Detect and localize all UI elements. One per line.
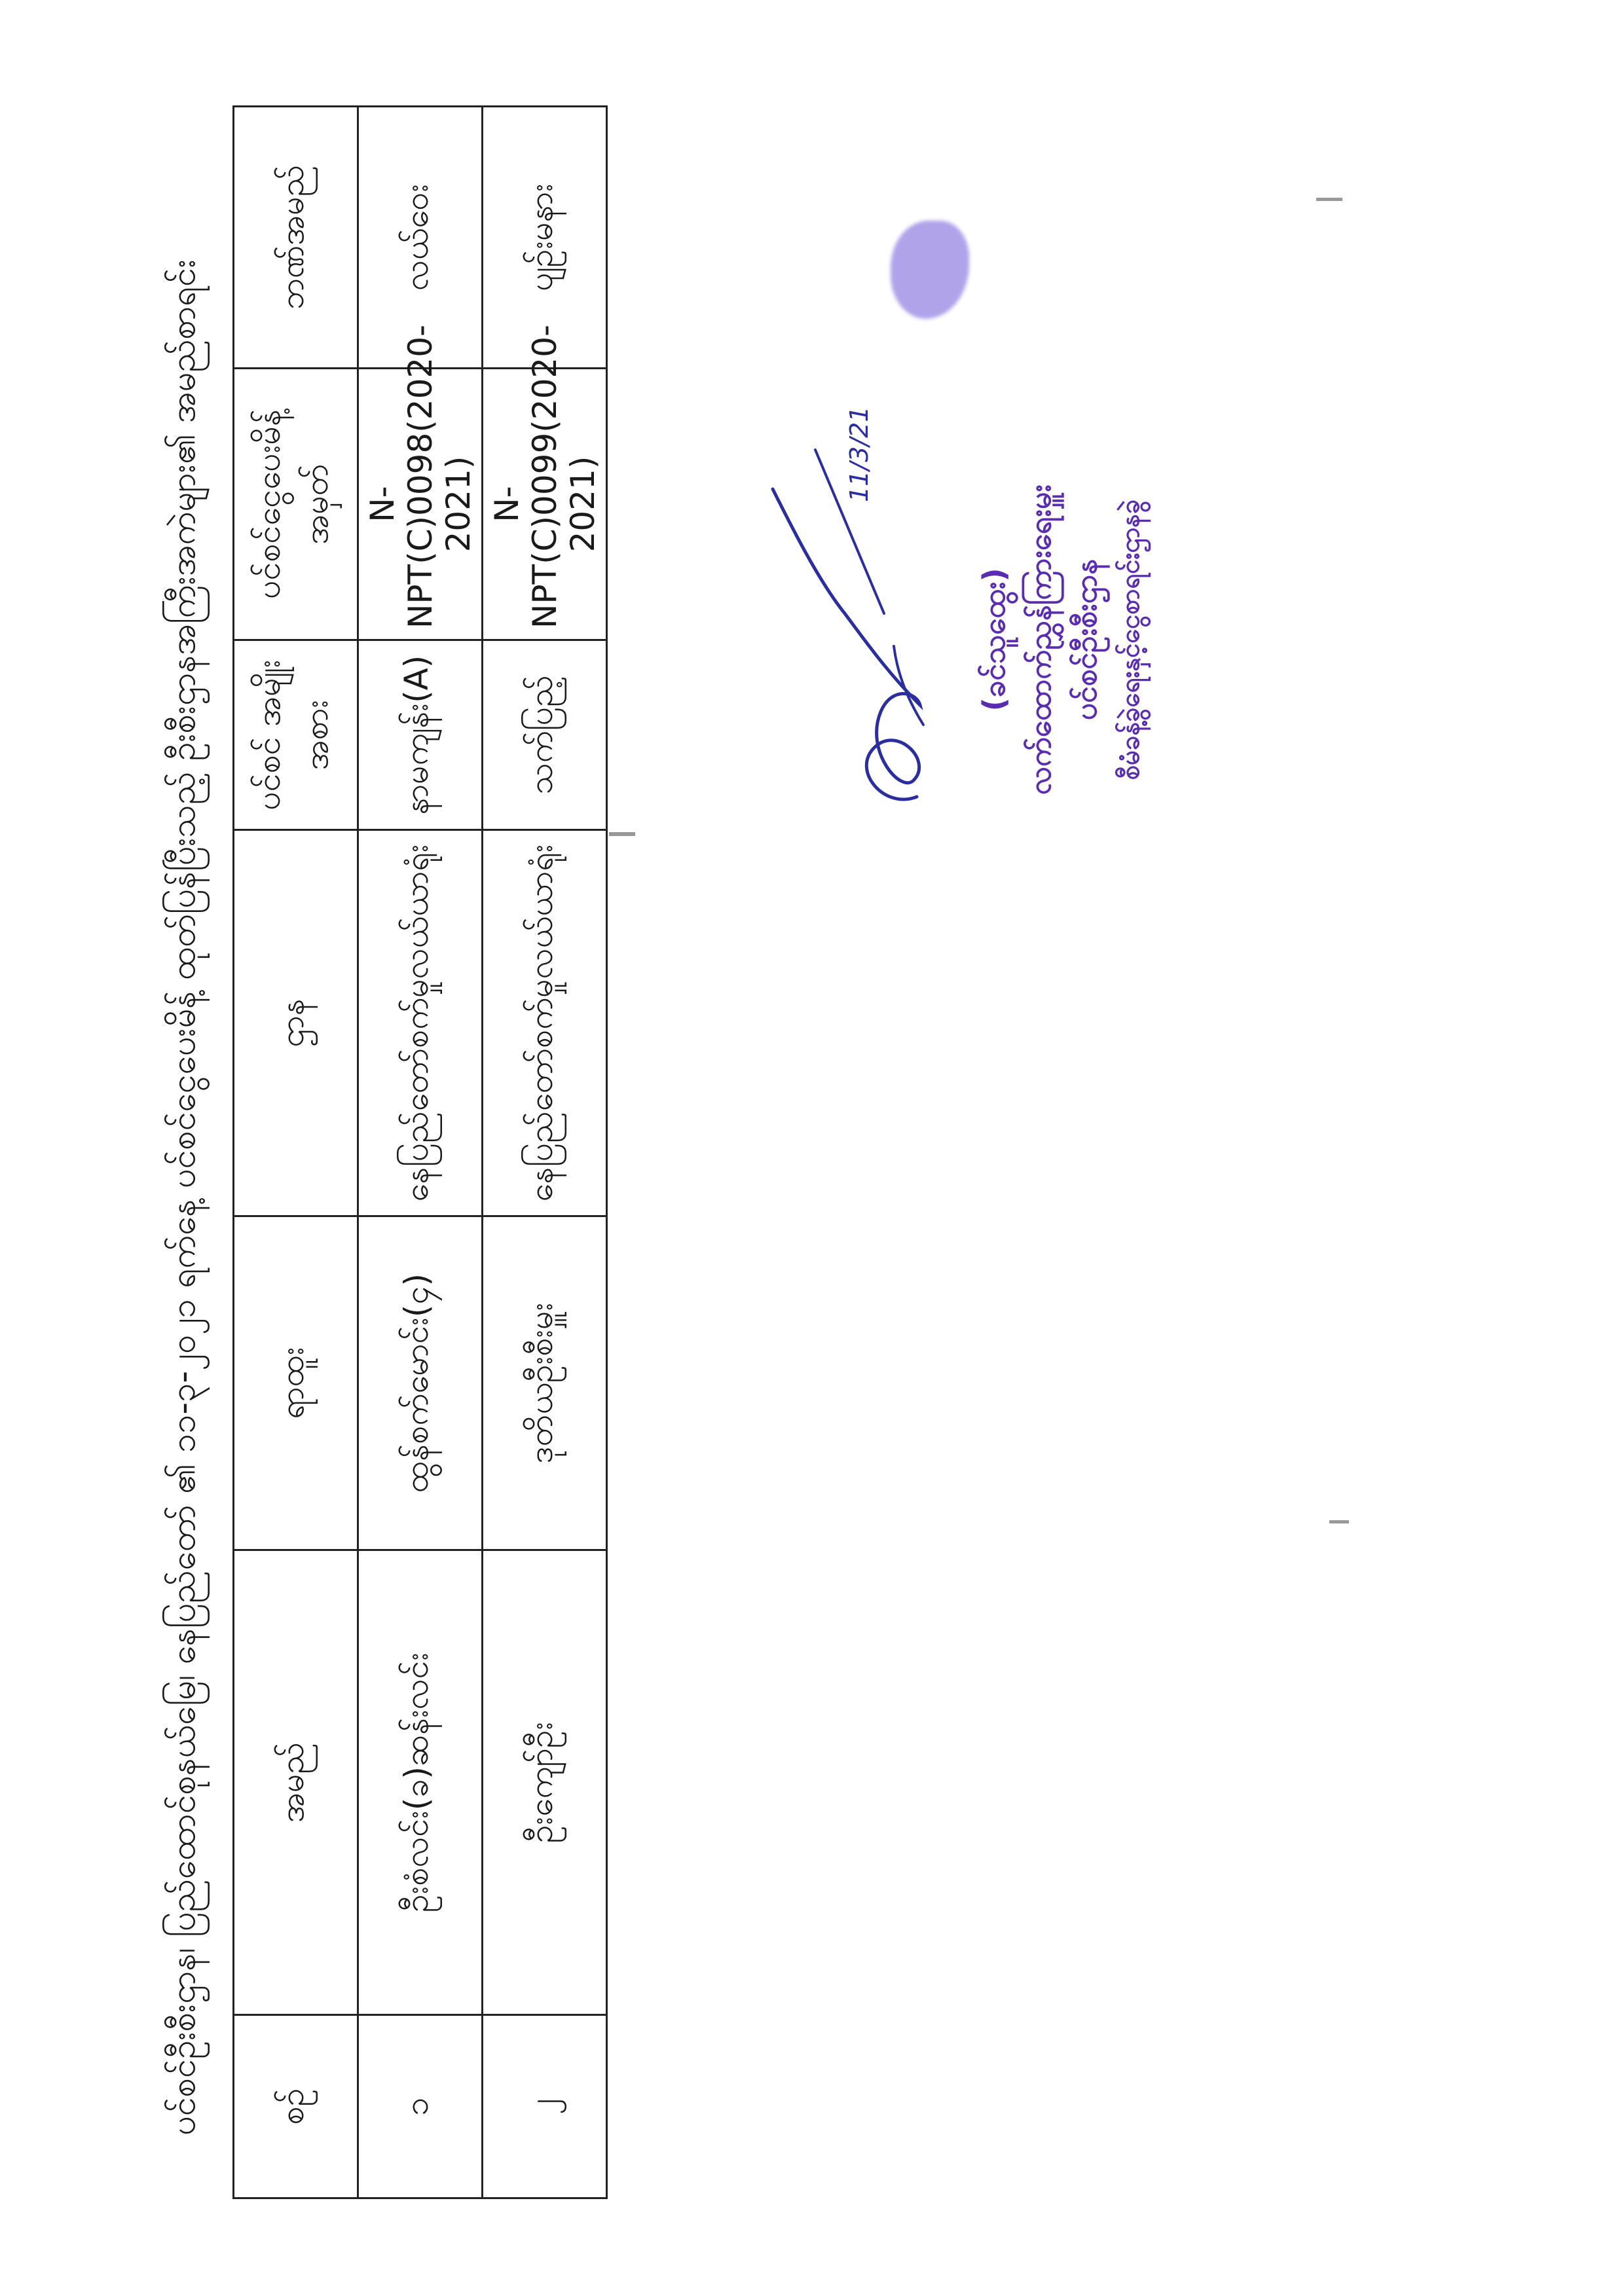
cell-department: နေပြည်တော်စက်မှုလယ်ယာရုံး bbox=[483, 830, 607, 1216]
header-pension-order-no: ပင်စင်ငွေပေးမိန့်အမှတ် bbox=[234, 369, 358, 640]
table-row bbox=[358, 107, 483, 2198]
signatory-division: စီမံခန့်ခွဲရေးနှင့်ငွေစာရင်းဌာနခွဲ bbox=[1115, 499, 1145, 780]
cell-position: ထွန်စက်မောင်း(၄) bbox=[358, 1216, 483, 1550]
signature-date: 11/3/21 bbox=[845, 406, 874, 502]
signatory-title: လက်ထောက်ညွှန်ကြားရေးမှူး bbox=[1022, 484, 1058, 795]
header-serial: စဉ် bbox=[234, 2015, 358, 2198]
cell-pension-order-no: N-NPT(C)0098(2020-2021) bbox=[358, 369, 483, 640]
cell-name: ဦးစံလင်း(ခ)ဆန်းလင်း bbox=[358, 1550, 483, 2015]
table-row bbox=[483, 107, 607, 2198]
scan-speck bbox=[1316, 198, 1342, 201]
handwritten-signature bbox=[753, 358, 976, 921]
header-bank-name: ဘဏ်အမည် bbox=[234, 107, 358, 369]
header-position: ရာထူး bbox=[234, 1216, 358, 1550]
cell-bank-name: ပျဉ်းမနား bbox=[483, 107, 607, 369]
header-name: အမည် bbox=[234, 1550, 358, 2015]
cell-position: ဒုတိယဦးစီးမှူး bbox=[483, 1216, 607, 1550]
document-title: ပင်စင်ဦးစီးဌာန၊ ပြည်ထောင်စုနယ်မြေ၊ နေပြည်တော် ၏ ၁၁-၃-၂၀၂၁ ရက်နေ့ ပင်စင်ငွေပေးမိန့် ထုတ်ပြန်ပြီးသည့် ဦးစီးဌာနအကြီးအကဲများ၏ အမည်စာရင်း bbox=[164, 259, 203, 2136]
pension-table bbox=[232, 105, 608, 2199]
cell-pension-order-no: N-NPT(C)0099(2020-2021) bbox=[483, 369, 607, 640]
cell-bank-name: လယ်ဝေး bbox=[358, 107, 483, 369]
cell-department: နေပြည်တော်စက်မှုလယ်ယာရုံး bbox=[358, 830, 483, 1216]
table-header-row bbox=[234, 107, 358, 2198]
cell-name: ဦးကျော်ဦး bbox=[483, 1550, 607, 2015]
cell-pension-type: နာမကျန်း(A) bbox=[358, 640, 483, 830]
scan-speck bbox=[1329, 1520, 1349, 1523]
ink-smudge bbox=[891, 221, 969, 319]
signatory-department: ပင်စင်ဦးစီးဌာန bbox=[1068, 558, 1103, 721]
header-department: ဌာန bbox=[234, 830, 358, 1216]
scan-speck bbox=[609, 832, 635, 836]
cell-pension-type: သက်ပြည့် bbox=[483, 640, 607, 830]
signature-block bbox=[753, 358, 1172, 921]
header-pension-type: ပင်စင် အမျိုးအစား bbox=[234, 640, 358, 830]
cell-serial: ၂ bbox=[483, 2015, 607, 2198]
cell-serial: ၁ bbox=[358, 2015, 483, 2198]
signatory-name: (ခင်သူထွေး) bbox=[976, 568, 1012, 712]
